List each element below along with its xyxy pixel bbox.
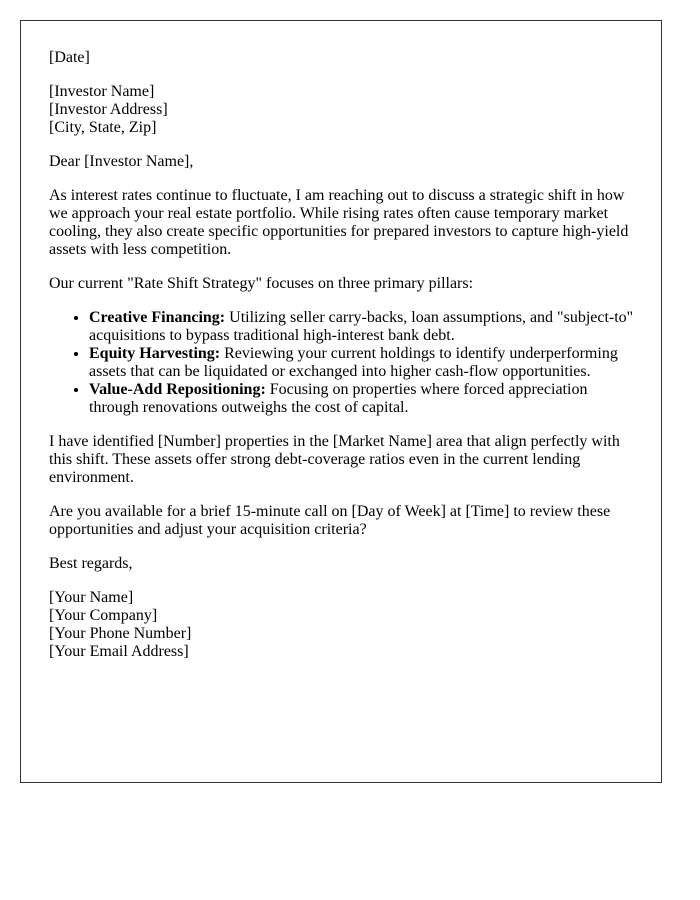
intro-paragraph: As interest rates continue to fluctuate, I am reaching out to discuss a strategic shift in how we approach your real estate portfolio. While rising rates often cause temporary market cooling, they also create specific opportunities for prepared investors to capture high-yield assets with less competition. bbox=[49, 187, 629, 258]
date: [Date] bbox=[49, 49, 90, 66]
recipient-city: [City, State, Zip] bbox=[49, 119, 157, 136]
signature-block bbox=[49, 589, 634, 661]
pillar-item bbox=[89, 381, 634, 417]
pillar-text: Focusing on properties where forced appreciation through renovations outweighs the cost of capital. bbox=[89, 381, 588, 416]
signature-name: [Your Name] bbox=[49, 589, 134, 606]
pillar-text: Utilizing seller carry-backs, loan assumptions, and "subject-to" acquisitions to bypass traditional high-interest bank debt. bbox=[89, 309, 634, 344]
recipient-block bbox=[49, 83, 634, 137]
pillar-title: Equity Harvesting: bbox=[89, 345, 221, 362]
pillar-text: Reviewing your current holdings to identify underperforming assets that can be liquidated or exchanged into higher cash-flow opportunities. bbox=[89, 345, 618, 380]
pillars-list bbox=[49, 309, 634, 417]
recipient-name: [Investor Name] bbox=[49, 83, 155, 100]
signature-phone: [Your Phone Number] bbox=[49, 625, 192, 642]
pillar-title: Creative Financing: bbox=[89, 309, 226, 326]
pillar-item bbox=[89, 309, 634, 345]
identified-paragraph: I have identified [Number] properties in the [Market Name] area that align perfectly with this shift. These assets offer strong debt-coverage ratios even in the current lending environment. bbox=[49, 433, 620, 486]
pillar-title: Value-Add Repositioning: bbox=[89, 381, 266, 398]
strategy-intro: Our current "Rate Shift Strategy" focuses on three primary pillars: bbox=[49, 275, 474, 292]
call-to-action: Are you available for a brief 15-minute call on [Day of Week] at [Time] to review these opportunities and adjust your acquisition criteria? bbox=[49, 503, 611, 538]
salutation: Dear [Investor Name], bbox=[49, 153, 194, 170]
pillar-item bbox=[89, 345, 634, 381]
closing: Best regards, bbox=[49, 555, 133, 572]
letter bbox=[20, 20, 662, 783]
recipient-address: [Investor Address] bbox=[49, 101, 168, 118]
signature-email: [Your Email Address] bbox=[49, 643, 189, 660]
signature-company: [Your Company] bbox=[49, 607, 158, 624]
